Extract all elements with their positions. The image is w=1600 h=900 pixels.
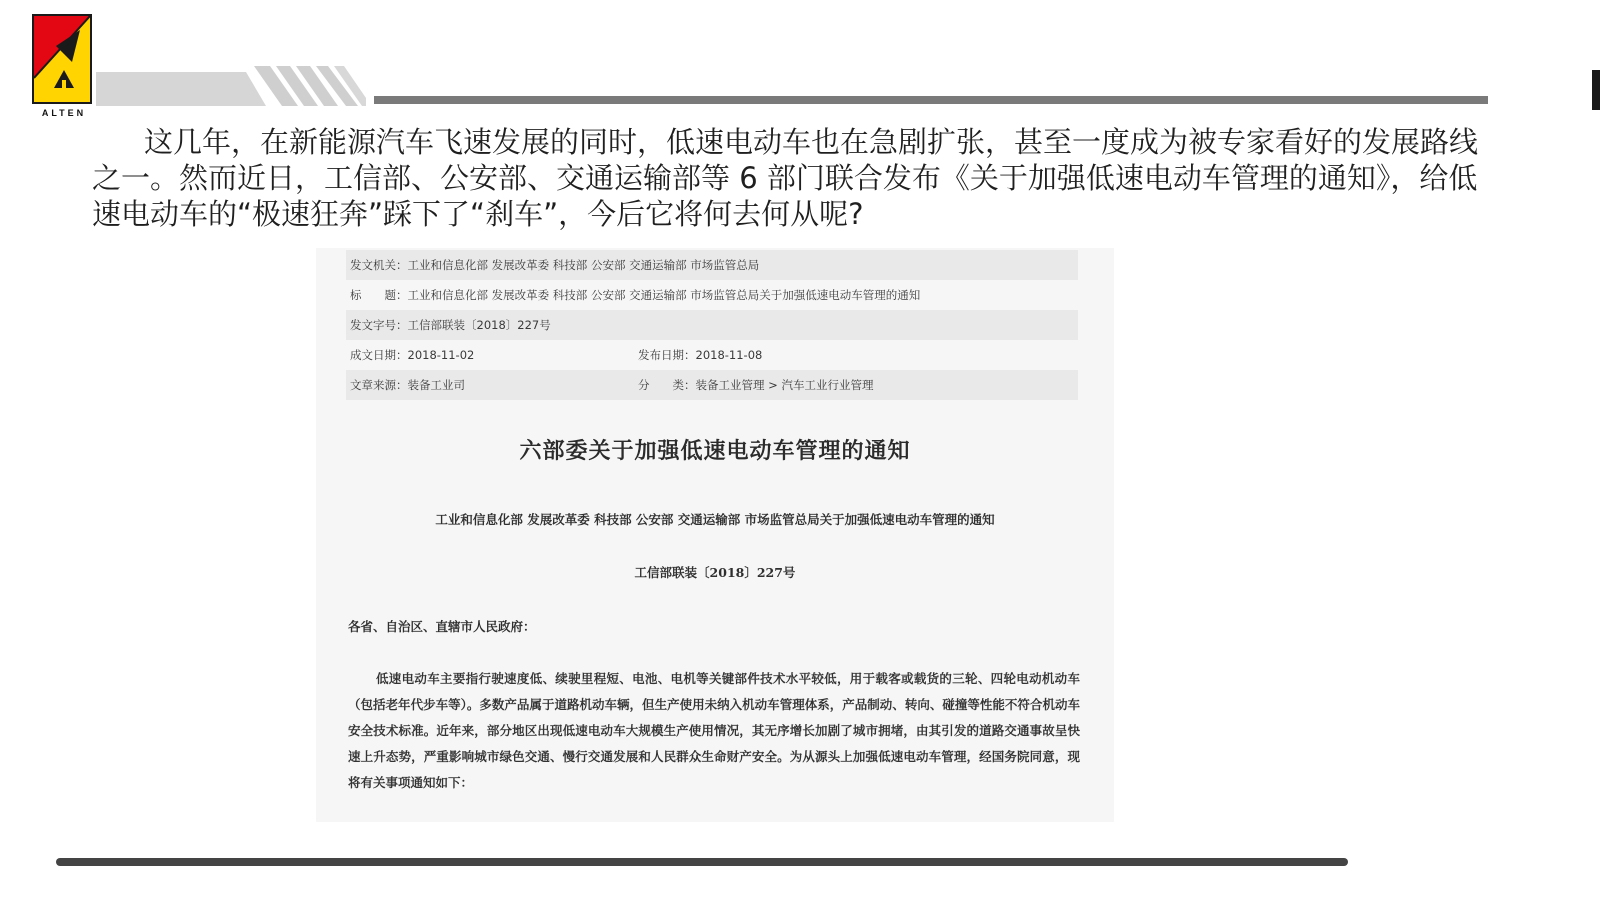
header-divider: [374, 96, 1488, 104]
meta-source: 文章来源：装备工业司: [350, 378, 465, 392]
document-heading: 六部委关于加强低速电动车管理的通知: [519, 438, 911, 464]
intro-paragraph: 这几年，在新能源汽车飞速发展的同时，低速电动车也在急剧扩张，甚至一度成为被专家看好的发展路线之一。然而近日，工信部、公安部、交通运输部等 6 部门联合发布《关于加强低速电动车管理的通知》，给低速电动车的“极速狂奔”踩下了“刹车”，今后它将何去何从呢?: [92, 125, 1479, 231]
edge-marker: [1592, 70, 1600, 110]
meta-dates-row: [346, 340, 1078, 370]
meta-title: 标 题：工业和信息化部 发展改革委 科技部 公安部 交通运输部 市场监管总局关于加强低速电动车管理的通知: [350, 288, 921, 302]
document-meta-table: [346, 250, 1078, 400]
document-body: 低速电动车主要指行驶速度低、续驶里程短、电池、电机等关键部件技术水平较低，用于载客或载货的三轮、四轮电动机动车（包括老年代步车等）。多数产品属于道路机动车辆，但生产使用未纳入机动车管理体系，产品制动、转向、碰撞等性能不符合机动车安全技术标准。近年来，部分地区出现低速电动车大规模生产使用情况，其无序增长加剧了城市拥堵，由其引发的道路交通事故呈快速上升态势，严重影响城市绿色交通、慢行交通发展和人民群众生命财产安全。为从源头上加强低速电动车管理，经国务院同意，现将有关事项通知如下：: [348, 671, 1080, 790]
company-logo: [32, 14, 92, 118]
meta-doc-number: 发文字号：工信部联装〔2018〕227号: [346, 310, 1078, 340]
meta-source-row: [346, 370, 1078, 400]
alten-logo-icon: [32, 14, 92, 104]
document-subheading: 工业和信息化部 发展改革委 科技部 公安部 交通运输部 市场监管总局关于加强低速电动车管理的通知: [435, 512, 995, 527]
meta-issuer: 发文机关：工业和信息化部 发展改革委 科技部 公安部 交通运输部 市场监管总局: [346, 250, 1078, 280]
header-stripe-decoration: [96, 66, 366, 106]
document-number: 工信部联装〔2018〕227号: [634, 565, 796, 580]
notice-document-image: [316, 248, 1114, 822]
meta-category: 分 类：装备工业管理 > 汽车工业行业管理: [638, 378, 874, 392]
document-salutation: 各省、自治区、直辖市人民政府：: [348, 619, 536, 634]
meta-publish-date: 发布日期：2018-11-08: [638, 348, 763, 362]
footer-divider: [56, 858, 1348, 866]
logo-wordmark: ALTEN: [41, 108, 87, 118]
meta-written-date: 成文日期：2018-11-02: [350, 348, 475, 362]
